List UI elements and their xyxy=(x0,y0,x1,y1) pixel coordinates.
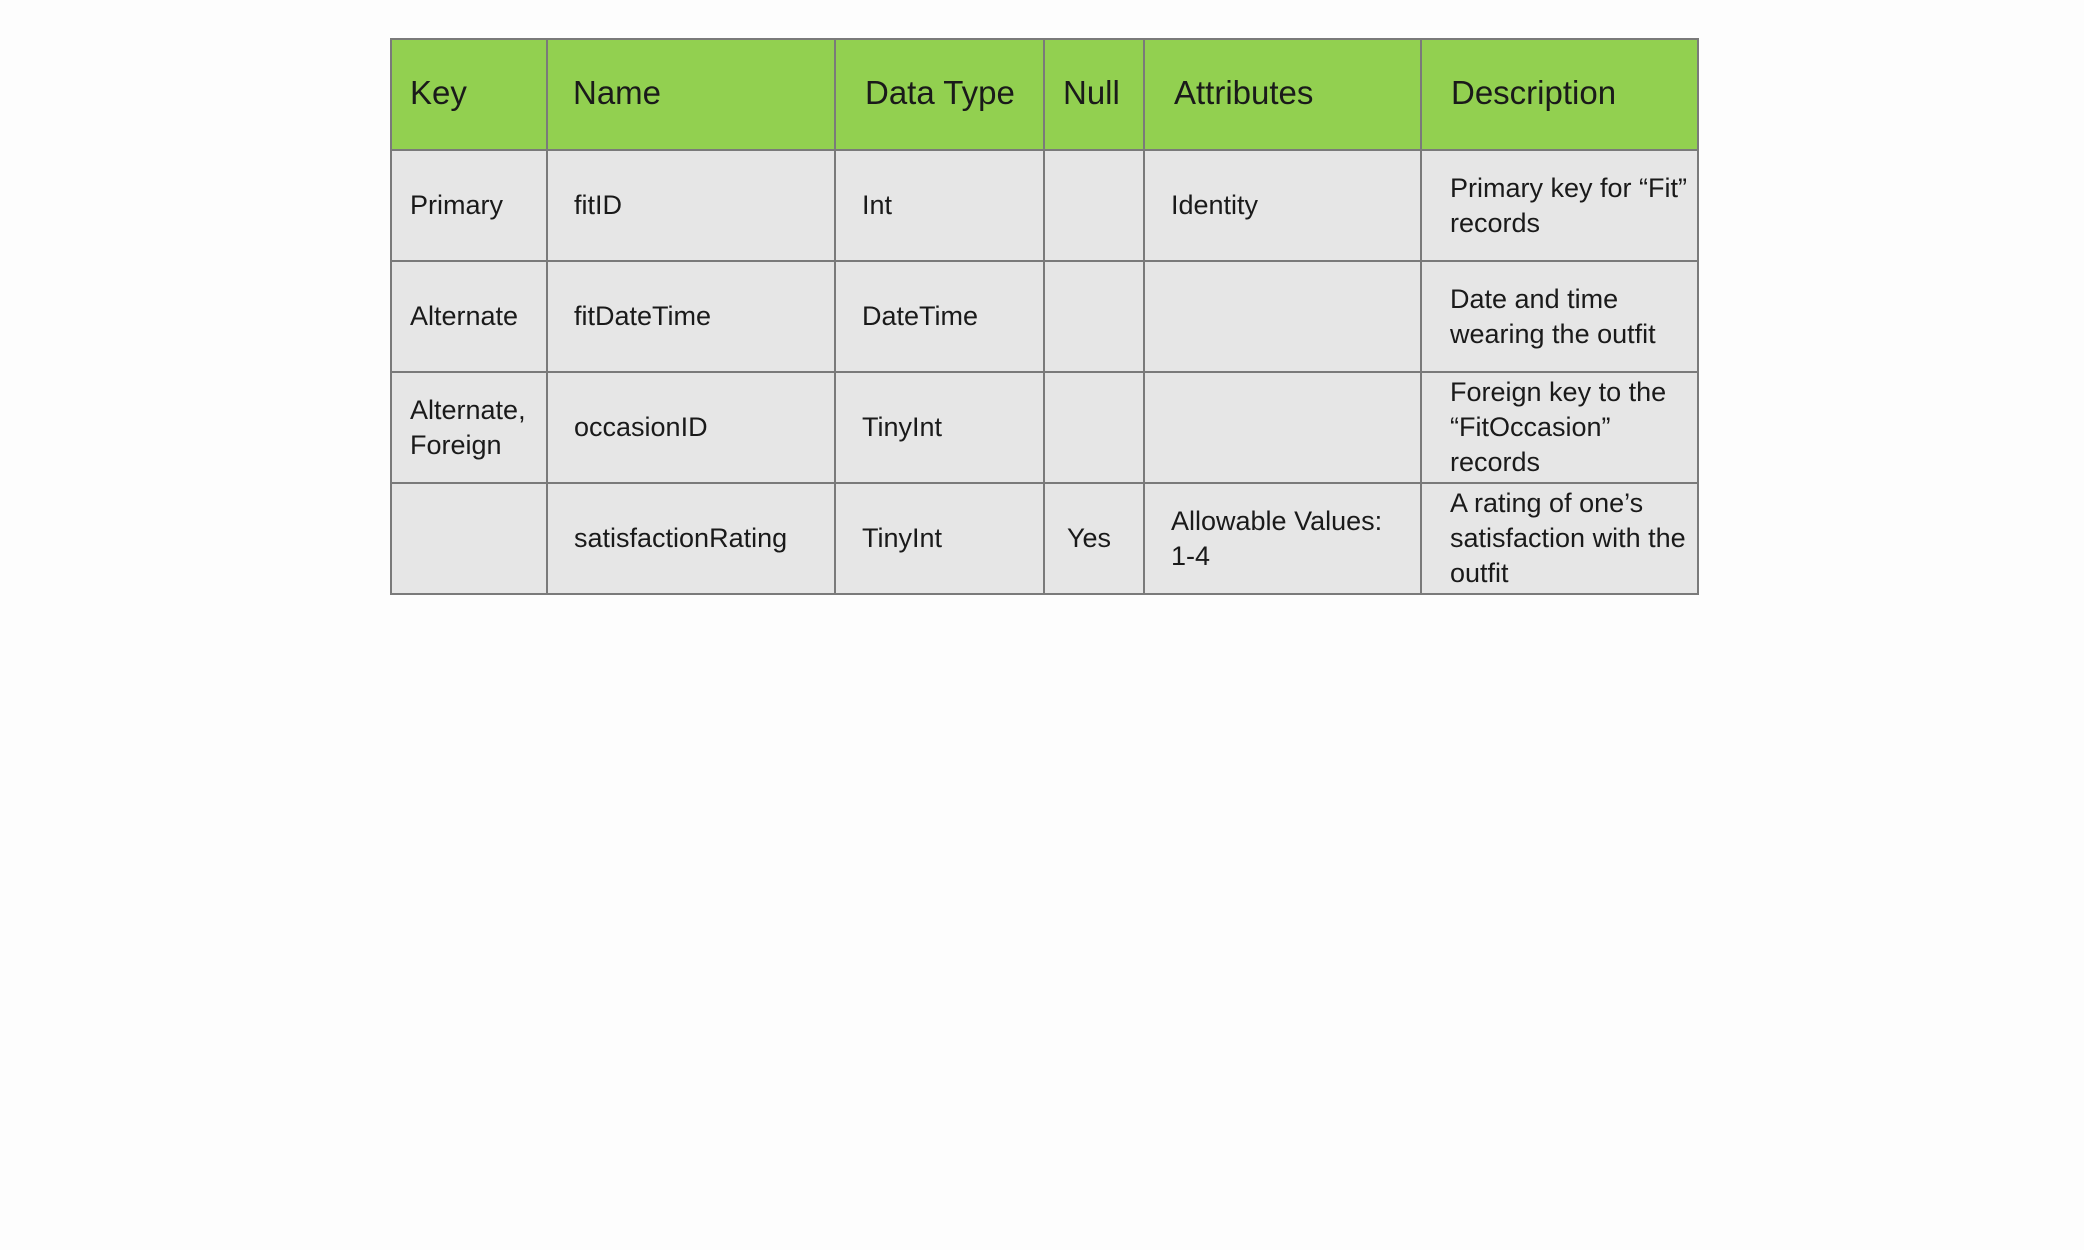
header-null: Null xyxy=(1044,39,1144,150)
cell-description: Date and time wearing the outfit xyxy=(1421,261,1698,372)
header-name: Name xyxy=(547,39,835,150)
cell-data-type: DateTime xyxy=(835,261,1044,372)
header-row xyxy=(391,39,1698,150)
cell-key xyxy=(391,483,547,594)
cell-key: Primary xyxy=(391,150,547,261)
cell-data-type: Int xyxy=(835,150,1044,261)
header-description: Description xyxy=(1421,39,1698,150)
cell-null xyxy=(1044,372,1144,483)
cell-null: Yes xyxy=(1044,483,1144,594)
header-key: Key xyxy=(391,39,547,150)
cell-attributes: Allowable Values: 1-4 xyxy=(1144,483,1421,594)
cell-description: Foreign key to the “FitOccasion” records xyxy=(1421,372,1698,483)
cell-data-type: TinyInt xyxy=(835,372,1044,483)
cell-name: satisfactionRating xyxy=(547,483,835,594)
table-row xyxy=(391,372,1698,483)
table-row xyxy=(391,483,1698,594)
cell-name: fitID xyxy=(547,150,835,261)
table-row xyxy=(391,261,1698,372)
cell-null xyxy=(1044,150,1144,261)
cell-attributes xyxy=(1144,261,1421,372)
table-row xyxy=(391,150,1698,261)
cell-attributes: Identity xyxy=(1144,150,1421,261)
header-data-type: Data Type xyxy=(835,39,1044,150)
cell-data-type: TinyInt xyxy=(835,483,1044,594)
cell-name: occasionID xyxy=(547,372,835,483)
cell-null xyxy=(1044,261,1144,372)
cell-name: fitDateTime xyxy=(547,261,835,372)
cell-key: Alternate, Foreign xyxy=(391,372,547,483)
header-attributes: Attributes xyxy=(1144,39,1421,150)
schema-table xyxy=(390,38,1699,595)
cell-description: A rating of one’s satisfaction with the outfit xyxy=(1421,483,1698,594)
cell-description: Primary key for “Fit” records xyxy=(1421,150,1698,261)
cell-key: Alternate xyxy=(391,261,547,372)
cell-attributes xyxy=(1144,372,1421,483)
